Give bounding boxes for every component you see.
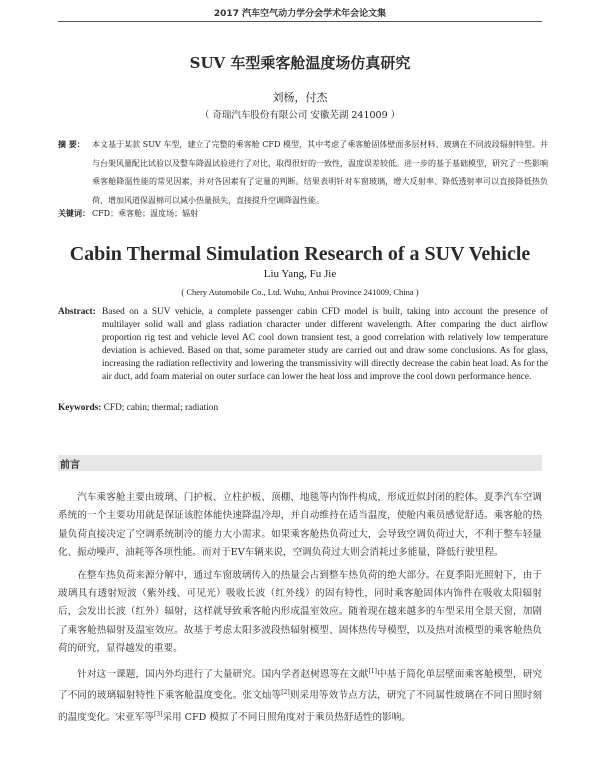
body-paragraph-3 bbox=[58, 663, 542, 728]
paragraph-3-text-d: 采用 CFD 模拟了不同日照角度对于乘员热舒适性的影响。 bbox=[162, 712, 411, 724]
body-paragraph-1: 汽车乘客舱主要由玻璃、门护板、立柱护板、顶棚、地毯等内饰件构成，形成近似封闭的腔体。夏季汽车空调系统的一个主要功用就是保证该腔体能快速降温冷却，并自动维持在适当温度，使舱内乘员感觉舒适。乘客舱的热量负荷直接决定了空调系统制冷的能力大小需求。如果乘客舱热负荷过大，会导致空调负荷过大，不利于整车轻量化、振动噪声、油耗等各项性能。而对于EV车辆来说，空调负荷过大则会消耗过多能量，降低行驶里程。 bbox=[58, 492, 542, 559]
body-paragraph-2: 在整车热负荷来源分解中，通过车窗玻璃传入的热量会占到整车热负荷的绝大部分。在夏季阳光照射下，由于玻璃具有透射短波（紫外线、可见光）吸收长波（红外线）的固有特性，同时乘客舱固体内饰件在吸收太阳辐射后，会发出长波（红外）辐射，这样就导致乘客舱内形成温室效应。随着现在越来越多的车型采用全景天窗，加剧了乘客舱热辐射及温室效应。故基于考虑太阳多波段热辐射模型、固体热传导模型，以及热对流模型的乘客舱热负荷的研究，显得越发的重要。 bbox=[58, 569, 542, 655]
english-keywords bbox=[58, 403, 548, 413]
english-keywords-label: Keywords: bbox=[58, 403, 102, 413]
chinese-keywords bbox=[58, 207, 548, 221]
running-header: 2017 汽车空气动力学分会学术年会论文集 bbox=[213, 9, 387, 19]
chinese-affiliation: （ 奇瑞汽车股份有限公司 安徽芜湖 241009 ） bbox=[199, 110, 401, 121]
chinese-title: SUV 车型乘客舱温度场仿真研究 bbox=[189, 54, 411, 72]
chinese-abstract bbox=[58, 136, 548, 210]
english-affiliation: ( Chery Automobile Co., Ltd. Wuhu, Anhui Province 241009, China ) bbox=[181, 287, 419, 297]
paragraph-3-text-a: 针对这一课题，国内外均进行了大量研究。国内学者赵树恩等在文献 bbox=[77, 668, 369, 680]
citation-ref-2: [2] bbox=[281, 689, 290, 697]
header-rule bbox=[58, 21, 542, 22]
section-heading: 前言 bbox=[60, 460, 80, 471]
english-keywords-text: CFD; cabin; thermal; radiation bbox=[101, 403, 219, 413]
section-heading-bar bbox=[58, 455, 542, 471]
citation-ref-3: [3] bbox=[153, 710, 163, 718]
chinese-abstract-label: 摘 要： bbox=[58, 140, 85, 149]
chinese-keywords-label: 关键词： bbox=[58, 209, 90, 218]
chinese-abstract-text: 本文基于某款 SUV 车型，建立了完整的乘客舱 CFD 模型，其中考虑了乘客舱固体壁面多层材料、玻璃在不同波段辐射特型。并与台架风量配比试验以及整车降温试验进行了对比，取得很好的一致性，温度误差较低。进一步的基于基础模型，研究了一些影响乘客舱降温性能的常见因素，并对各因素有了定量的判断。结果表明针对车窗玻璃，增大反射率、降低透射率可以直接降低热负荷，增加风道保温棉可以减小热量损失，直接提升空调降温性能。 bbox=[92, 140, 548, 205]
english-authors: Liu Yang, Fu Jie bbox=[263, 268, 337, 280]
english-abstract-text: Based on a SUV vehicle, a complete passenger cabin CFD model is built, taking into account the presence of multilayer solid wall and glass radiation character under different wavelength. After comparing the duct airflow proportion rig test and vehicle level AC cool down transient test, a good correlation with relatively low temperature deviation is achieved. Based on that, some parameter study are carried out and draw some conclusions. As for glass, increasing the radiation reflectivity and lowering the transmissivity will directly decrease the cabin heat load. As for the air duct, add foam material on outer surface can lower the heat loss and improve the cool down performance hence. bbox=[102, 307, 548, 382]
english-abstract-label: Abstract: bbox=[58, 307, 96, 317]
body-text bbox=[58, 489, 542, 727]
chinese-keywords-text: CFD；乘客舱；温度场；辐射 bbox=[92, 209, 199, 218]
english-title: Cabin Thermal Simulation Research of a SUV Vehicle bbox=[69, 243, 531, 265]
chinese-authors: 刘杨，付杰 bbox=[272, 91, 328, 104]
citation-ref-1: [1] bbox=[368, 667, 377, 675]
paragraph-3-text-c: 则采用等效节点方法，研究了不同属性玻璃在不同日照时刻的温度变化。宋亚军等 bbox=[58, 690, 543, 724]
english-abstract bbox=[58, 306, 548, 384]
paragraph-3-text-b: 中基于简化单层壁面乘客舱模型，研究了不同的玻璃辐射特性下乘客舱温度变化。张文灿等 bbox=[58, 668, 543, 702]
